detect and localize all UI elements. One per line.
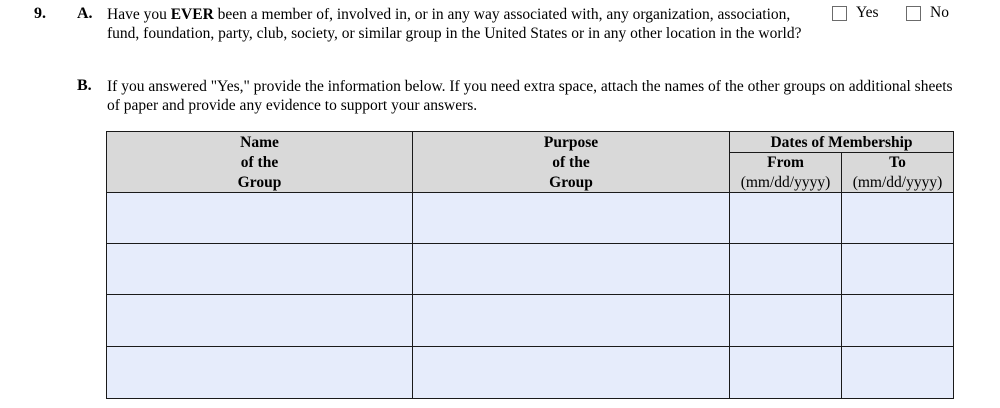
header-dates-label: Dates of Membership — [770, 134, 913, 151]
row-1-to-date-input[interactable] — [841, 192, 954, 244]
row-3-name-input[interactable] — [106, 294, 413, 347]
header-name-line1: Name — [240, 134, 279, 151]
yes-checkbox[interactable] — [832, 6, 847, 21]
header-purpose-of-group — [412, 131, 730, 193]
header-name-line2: of the — [240, 154, 279, 171]
part-a-text-end: been a member of, involved in, or in any way associated with, any organization, association, fund, foundation, party, club, society, or similar group in the United States or in any other location in the world? — [107, 6, 802, 42]
row-2-from-date-input[interactable] — [729, 243, 842, 295]
header-dates-of-membership — [729, 131, 954, 153]
header-name-line3: Group — [237, 174, 282, 191]
row-4-name-input[interactable] — [106, 346, 413, 399]
no-checkbox[interactable] — [906, 6, 921, 21]
header-purpose-line1: Purpose — [543, 134, 599, 151]
row-3-from-date-input[interactable] — [729, 294, 842, 347]
row-2-to-date-input[interactable] — [841, 243, 954, 295]
row-4-purpose-input[interactable] — [412, 346, 730, 399]
row-2-purpose-input[interactable] — [412, 243, 730, 295]
row-3-to-date-input[interactable] — [841, 294, 954, 347]
header-from-label: From — [767, 154, 804, 171]
header-to-format: (mm/dd/yyyy) — [852, 174, 943, 191]
row-1-purpose-input[interactable] — [412, 192, 730, 244]
header-purpose-line2: of the — [552, 154, 590, 171]
part-a-label: A. — [77, 5, 93, 22]
part-a-text-start: Have you — [107, 6, 171, 23]
row-4-from-date-input[interactable] — [729, 346, 842, 399]
part-a-question-text — [107, 5, 807, 43]
part-a-text-emphasis: EVER — [170, 6, 214, 23]
header-to-label: To — [889, 154, 906, 171]
row-1-name-input[interactable] — [106, 192, 413, 244]
header-from-format: (mm/dd/yyyy) — [740, 174, 831, 191]
no-label: No — [930, 4, 949, 21]
row-1-from-date-input[interactable] — [729, 192, 842, 244]
header-name-of-group — [106, 131, 413, 193]
yes-label: Yes — [856, 4, 879, 21]
part-b-instructions: If you answered "Yes," provide the information below. If you need extra space, attach the names of the other groups on additional sheets of paper and provide any evidence to support your answers. — [107, 78, 953, 114]
membership-table — [106, 131, 954, 399]
header-purpose-line3: Group — [549, 174, 593, 191]
yes-option[interactable] — [832, 4, 879, 22]
part-b-label: B. — [77, 77, 92, 94]
row-3-purpose-input[interactable] — [412, 294, 730, 347]
no-option[interactable] — [906, 4, 949, 22]
question-number: 9. — [34, 5, 46, 22]
header-to — [841, 152, 954, 193]
row-2-name-input[interactable] — [106, 243, 413, 295]
row-4-to-date-input[interactable] — [841, 346, 954, 399]
header-from — [729, 152, 842, 193]
